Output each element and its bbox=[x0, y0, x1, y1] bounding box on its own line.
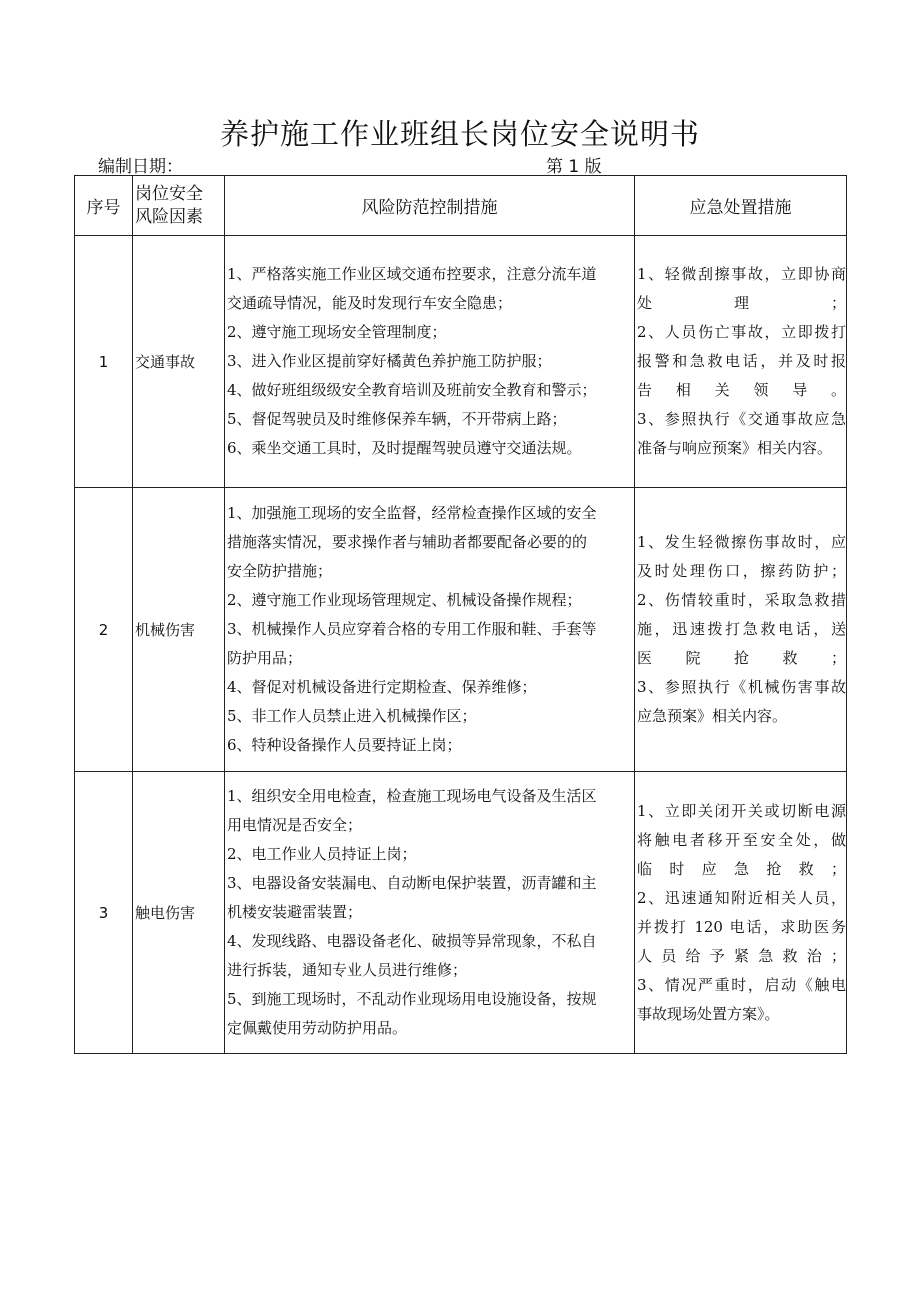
text-line: 进行拆装，通知专业人员进行维修； bbox=[227, 961, 468, 979]
table-row bbox=[75, 236, 847, 488]
text-line: 2、电工作业人员持证上岗； bbox=[227, 845, 417, 863]
row-seq: 2 bbox=[75, 488, 133, 772]
row-emergency-measures bbox=[635, 236, 847, 488]
text-line: 人员给予紧急救治； bbox=[637, 946, 846, 965]
text-line: 3、情况严重时，启动《触电 bbox=[637, 975, 846, 994]
text-line: 5、非工作人员禁止进入机械操作区； bbox=[227, 707, 477, 725]
text-line: 用电情况是否安全； bbox=[227, 816, 363, 834]
text-line: 5、到施工现场时，不乱动作业现场用电设施设备，按规 bbox=[227, 990, 597, 1008]
text-line: 6、乘坐交通工具时，及时提醒驾驶员遵守交通法规。 bbox=[227, 439, 582, 457]
text-line: 2、人员伤亡事故，立即拨打 bbox=[637, 323, 846, 341]
text-line: 4、做好班组级级安全教育培训及班前安全教育和警示； bbox=[227, 381, 597, 399]
row-control-measures bbox=[225, 772, 635, 1054]
header-risk-factor-line2: 风险因素 bbox=[135, 206, 203, 227]
row-risk-factor: 机械伤害 bbox=[133, 488, 225, 772]
text-line: 1、加强施工现场的安全监督，经常检查操作区域的安全 bbox=[227, 504, 597, 522]
text-line: 3、机械操作人员应穿着合格的专用工作服和鞋、手套等 bbox=[227, 620, 597, 638]
text-line: 3、电器设备安装漏电、自动断电保护装置，沥青罐和主 bbox=[227, 874, 597, 892]
text-line: 将触电者移开至安全处，做 bbox=[637, 830, 846, 849]
row-emergency-measures bbox=[635, 772, 847, 1054]
text-line: 2、伤情较重时，采取急救措 bbox=[637, 591, 846, 609]
table-header-row bbox=[75, 176, 847, 236]
text-line: 事故现场处置方案》。 bbox=[637, 1004, 780, 1023]
text-line: 1、轻微刮擦事故，立即协商 bbox=[637, 265, 846, 283]
text-line: 3、参照执行《交通事故应急 bbox=[637, 410, 846, 428]
row-risk-factor: 交通事故 bbox=[133, 236, 225, 488]
edition-label: 第 1 版 bbox=[546, 157, 602, 177]
text-line: 1、发生轻微擦伤事故时，应 bbox=[637, 533, 846, 551]
row-control-measures bbox=[225, 236, 635, 488]
table-row bbox=[75, 772, 847, 1054]
text-line: 告相关领导。 bbox=[637, 381, 846, 399]
header-emergency-measures: 应急处置措施 bbox=[635, 176, 847, 236]
text-line: 并拨打 120 电话，求助医务 bbox=[637, 917, 846, 936]
compile-date-label: 编制日期： bbox=[98, 157, 183, 177]
text-line: 2、遵守施工作业现场管理规定、机械设备操作规程； bbox=[227, 591, 582, 609]
text-line: 施，迅速拨打急救电话，送 bbox=[637, 620, 846, 638]
row-risk-factor: 触电伤害 bbox=[133, 772, 225, 1054]
text-line: 临时应急抢救； bbox=[637, 859, 846, 878]
text-line: 2、迅速通知附近相关人员， bbox=[637, 888, 846, 907]
text-line: 医院抢救； bbox=[637, 649, 846, 667]
text-line: 报警和急救电话，并及时报 bbox=[637, 352, 846, 370]
text-line: 定佩戴使用劳动防护用品。 bbox=[227, 1019, 408, 1037]
header-seq: 序号 bbox=[75, 176, 133, 236]
text-line: 6、特种设备操作人员要持证上岗； bbox=[227, 736, 462, 754]
row-seq: 1 bbox=[75, 236, 133, 488]
text-line: 4、督促对机械设备进行定期检查、保养维修； bbox=[227, 678, 537, 696]
text-line: 交通疏导情况，能及时发现行车安全隐患； bbox=[227, 294, 513, 312]
text-line: 5、督促驾驶员及时维修保养车辆，不开带病上路； bbox=[227, 410, 567, 428]
header-control-measures: 风险防范控制措施 bbox=[225, 176, 635, 236]
text-line: 及时处理伤口，擦药防护； bbox=[637, 562, 846, 580]
page-title: 养护施工作业班组长岗位安全说明书 bbox=[219, 117, 700, 151]
safety-table bbox=[74, 175, 847, 1054]
table-row bbox=[75, 488, 847, 772]
header-risk-factor-line1: 岗位安全 bbox=[135, 183, 203, 204]
text-line: 1、严格落实施工作业区域交通布控要求，注意分流车道 bbox=[227, 265, 597, 283]
text-line: 1、组织安全用电检查，检查施工现场电气设备及生活区 bbox=[227, 787, 597, 805]
text-line: 机楼安装避雷装置； bbox=[227, 903, 363, 921]
row-seq: 3 bbox=[75, 772, 133, 1054]
text-line: 1、立即关闭开关或切断电源 bbox=[637, 801, 846, 820]
text-line: 3、参照执行《机械伤害事故 bbox=[637, 678, 846, 696]
text-line: 4、发现线路、电器设备老化、破损等异常现象，不私自 bbox=[227, 932, 597, 950]
text-line: 2、遵守施工现场安全管理制度； bbox=[227, 323, 447, 341]
text-line: 安全防护措施； bbox=[227, 562, 333, 580]
row-control-measures bbox=[225, 488, 635, 772]
text-line: 3、进入作业区提前穿好橘黄色养护施工防护服； bbox=[227, 352, 552, 370]
header-risk-factor bbox=[133, 176, 225, 236]
text-line: 应急预案》相关内容。 bbox=[637, 707, 788, 725]
text-line: 措施落实情况，要求操作者与辅助者都要配备必要的的 bbox=[227, 533, 588, 551]
text-line: 准备与响应预案》相关内容。 bbox=[637, 439, 833, 457]
text-line: 防护用品； bbox=[227, 649, 303, 667]
text-line: 处理； bbox=[637, 294, 846, 312]
row-emergency-measures bbox=[635, 488, 847, 772]
